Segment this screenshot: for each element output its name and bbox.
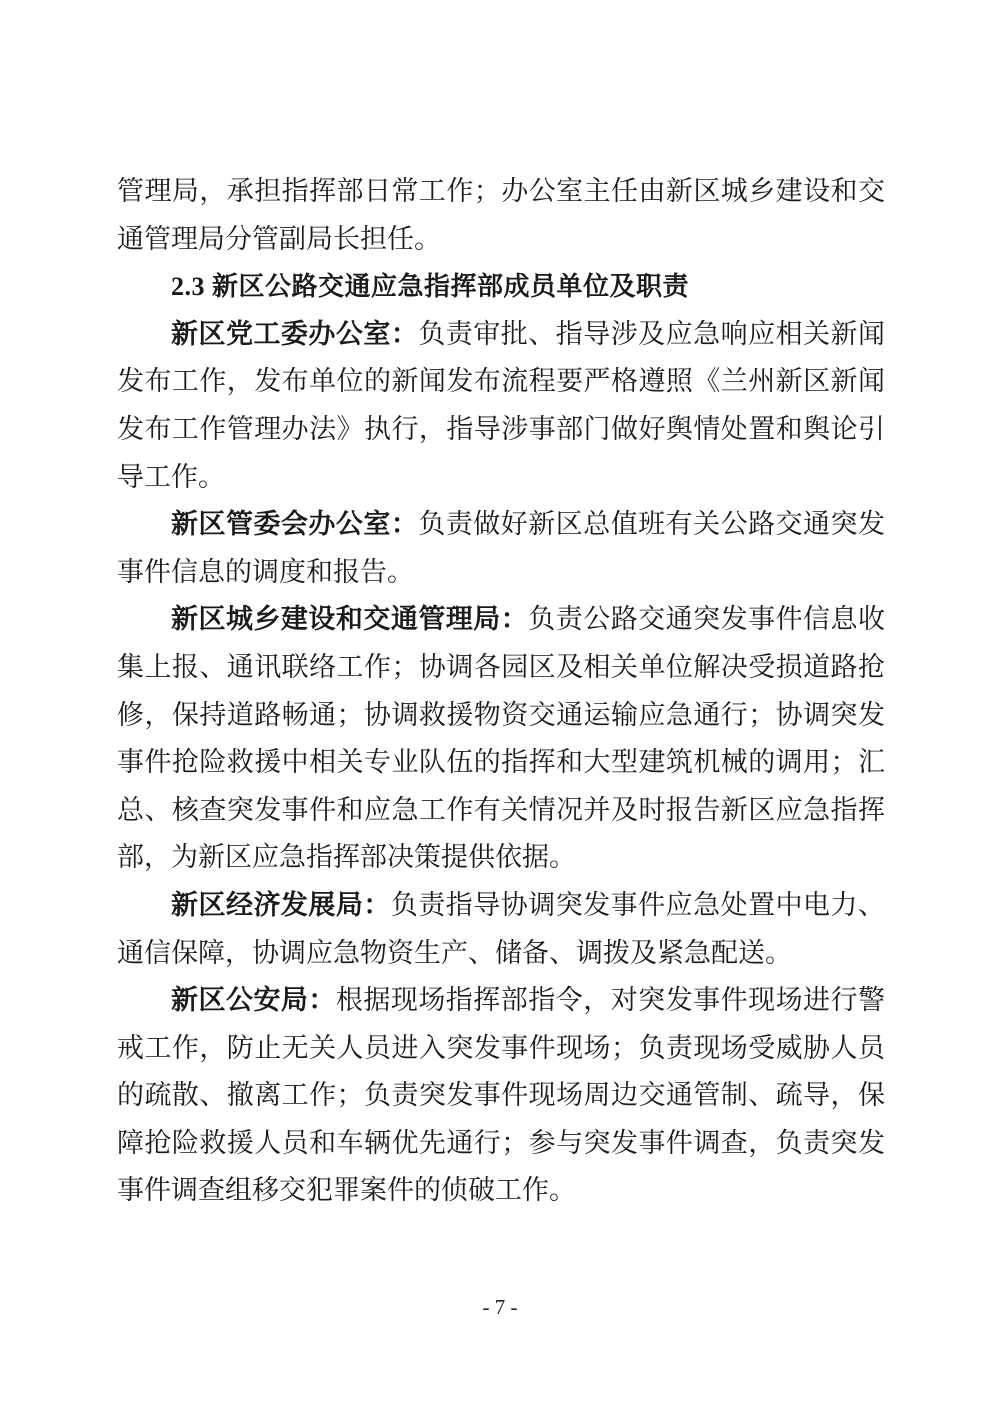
text-line: 新区管委会办公室：负责做好新区总值班有关公路交通突发: [171, 509, 886, 540]
text-line: 发布工作，发布单位的新闻发布流程要严格遵照《兰州新区新闻: [117, 366, 885, 397]
paragraph-lead: 新区经济发展局：: [171, 889, 391, 920]
text-line: 的疏散、撤离工作；负责突发事件现场周边交通管制、疏导，保: [117, 1080, 885, 1111]
paragraph-lead: 新区管委会办公室：: [171, 509, 419, 540]
page-number: - 7 -: [482, 1295, 518, 1319]
text-line: 通信保障，协调应急物资生产、储备、调拨及紧急配送。: [117, 937, 792, 968]
section-heading: [117, 263, 885, 311]
text-line: 导工作。: [117, 461, 225, 492]
paragraph-lead: 新区公安局：: [171, 985, 336, 1016]
text-line: 部，为新区应急指挥部决策提供依据。: [117, 842, 576, 873]
text-line: 事件信息的调度和报告。: [117, 556, 414, 587]
text-line: 新区城乡建设和交通管理局：负责公路交通突发事件信息收: [171, 604, 886, 635]
text-line: 事件抢险救援中相关专业队伍的指挥和大型建筑机械的调用；汇: [117, 747, 885, 778]
text-line: 新区经济发展局：负责指导协调突发事件应急处置中电力、: [171, 889, 886, 920]
text-line: 戒工作，防止无关人员进入突发事件现场；负责现场受威胁人员: [117, 1032, 885, 1063]
text-line: 总、核查突发事件和应急工作有关情况并及时报告新区应急指挥: [117, 794, 885, 825]
paragraph-lead: 新区城乡建设和交通管理局：: [171, 604, 529, 635]
document-body: [117, 168, 885, 1215]
paragraph-lead: 新区党工委办公室：: [171, 318, 419, 349]
text-line: 修，保持道路畅通；协调救援物资交通运输应急通行；协调突发: [117, 699, 885, 730]
text-line: 新区党工委办公室：负责审批、指导涉及应急响应相关新闻: [171, 318, 886, 349]
page-footer: [0, 1295, 1000, 1320]
heading-text: 2.3 新区公路交通应急指挥部成员单位及职责: [171, 272, 690, 302]
text-line: 管理局，承担指挥部日常工作；办公室主任由新区城乡建设和交: [117, 176, 885, 206]
text-line: 事件调查组移交犯罪案件的侦破工作。: [117, 1175, 576, 1206]
text-line: 新区公安局：根据现场指挥部指令，对突发事件现场进行警: [171, 985, 886, 1016]
text-line: 通管理局分管副局长担任。: [117, 223, 441, 254]
text-line: 障抢险救援人员和车辆优先通行；参与突发事件调查，负责突发: [117, 1127, 885, 1158]
text-line: 集上报、通讯联络工作；协调各园区及相关单位解决受损道路抢: [117, 651, 885, 682]
text-line: 发布工作管理办法》执行，指导涉事部门做好舆情处置和舆论引: [117, 413, 885, 444]
